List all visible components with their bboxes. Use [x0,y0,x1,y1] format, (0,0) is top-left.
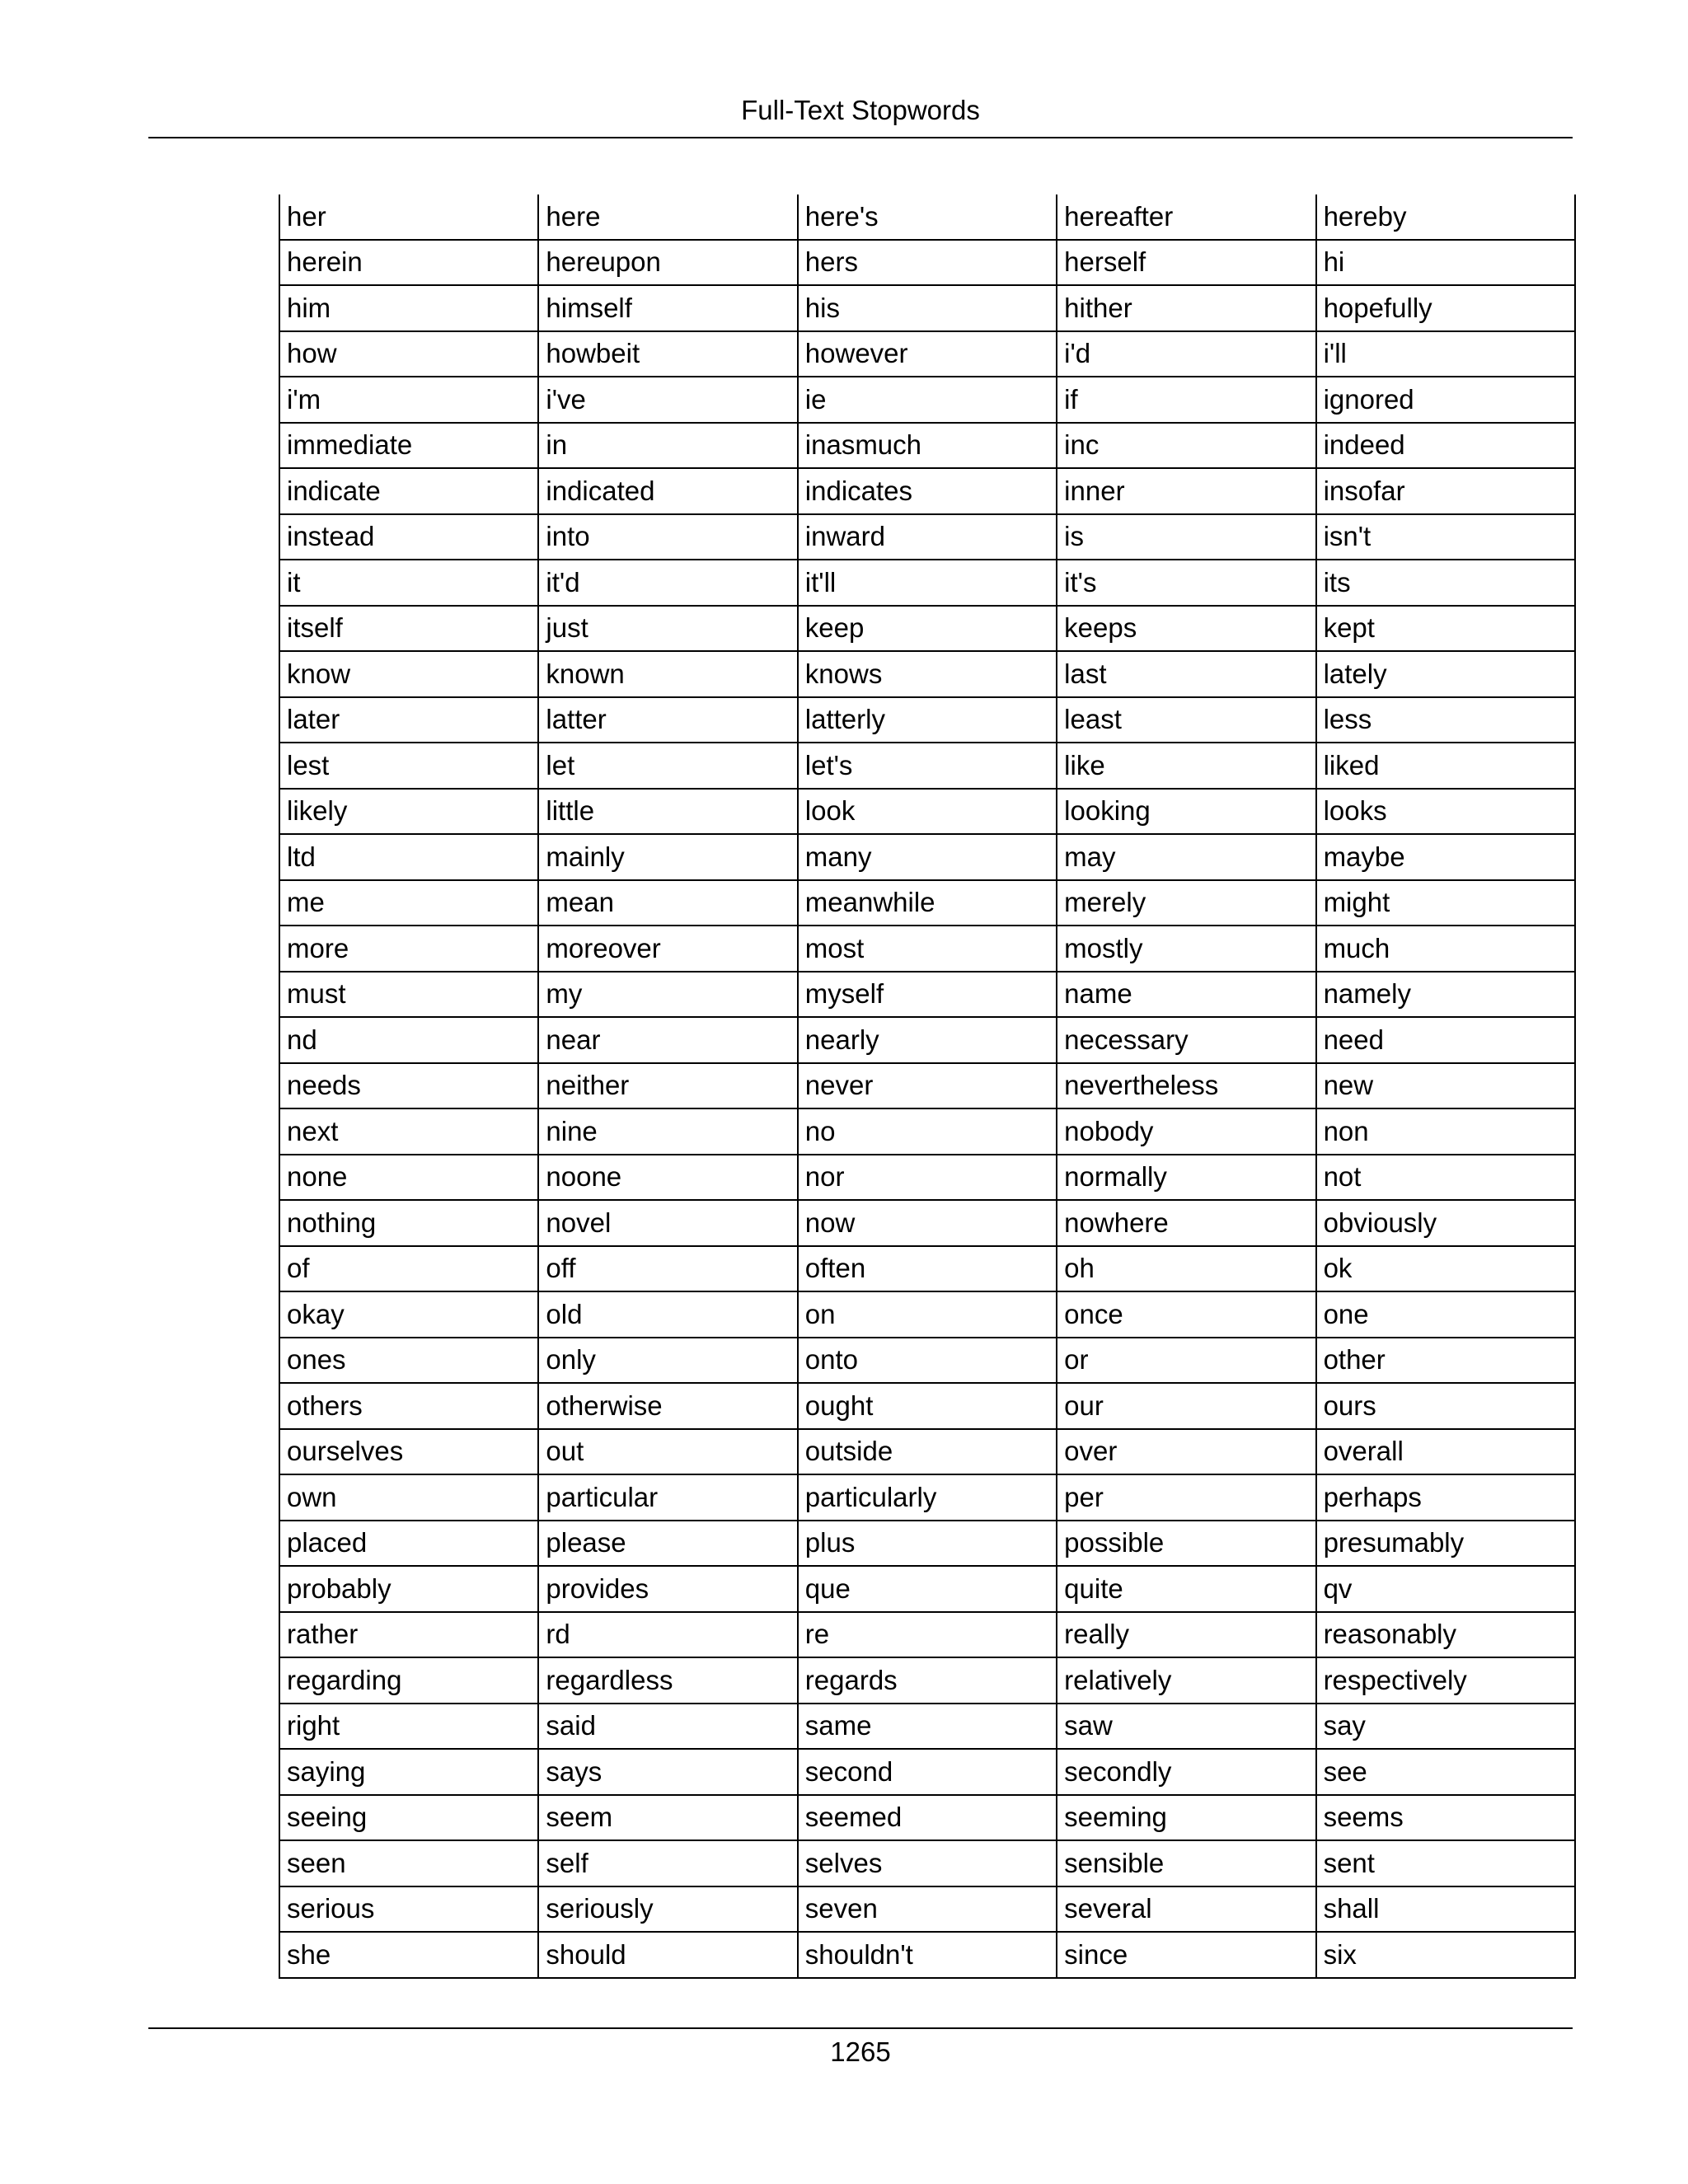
table-cell: kept [1316,606,1575,652]
table-cell: since [1057,1932,1315,1978]
table-cell: indeed [1316,423,1575,469]
table-cell: see [1316,1749,1575,1795]
table-cell: old [538,1291,797,1338]
table-cell: must [279,972,538,1018]
table-cell: or [1057,1338,1315,1384]
table-cell: nd [279,1017,538,1063]
table-cell: him [279,285,538,331]
table-cell: keeps [1057,606,1315,652]
table-row [279,789,1575,835]
table-cell: relatively [1057,1657,1315,1704]
table-cell: over [1057,1429,1315,1475]
table-cell: hereafter [1057,194,1315,240]
table-cell: off [538,1246,797,1292]
table-cell: near [538,1017,797,1063]
table-cell: secondly [1057,1749,1315,1795]
table-cell: she [279,1932,538,1978]
table-cell: himself [538,285,797,331]
table-row [279,240,1575,286]
table-row [279,743,1575,789]
table-cell: its [1316,560,1575,606]
table-cell: one [1316,1291,1575,1338]
table-cell: quite [1057,1566,1315,1612]
table-cell: i'd [1057,331,1315,377]
table-row [279,423,1575,469]
table-cell: nevertheless [1057,1063,1315,1109]
table-cell: moreover [538,926,797,972]
table-cell: name [1057,972,1315,1018]
table-cell: known [538,651,797,697]
table-cell: otherwise [538,1383,797,1429]
table-cell: ie [798,377,1057,423]
table-row [279,1886,1575,1933]
page-number: 1265 [830,2036,891,2067]
table-cell: later [279,697,538,743]
table-cell: her [279,194,538,240]
page-footer [148,2027,1573,2070]
table-cell: just [538,606,797,652]
table-cell: his [798,285,1057,331]
table-cell: please [538,1521,797,1567]
table-cell: six [1316,1932,1575,1978]
table-cell: shouldn't [798,1932,1057,1978]
table-row [279,1612,1575,1658]
table-cell: seriously [538,1886,797,1933]
table-cell: oh [1057,1246,1315,1292]
table-row [279,1429,1575,1475]
table-row [279,1657,1575,1704]
table-cell: i'm [279,377,538,423]
table-row [279,1704,1575,1750]
table-cell: likely [279,789,538,835]
table-cell: ourselves [279,1429,538,1475]
table-cell: immediate [279,423,538,469]
table-cell: let [538,743,797,789]
table-row [279,331,1575,377]
table-cell: shall [1316,1886,1575,1933]
table-row [279,1291,1575,1338]
table-cell: none [279,1155,538,1201]
table-cell: hi [1316,240,1575,286]
table-cell: serious [279,1886,538,1933]
table-row [279,1155,1575,1201]
table-cell: seemed [798,1795,1057,1841]
table-cell: other [1316,1338,1575,1384]
table-cell: per [1057,1474,1315,1521]
table-cell: out [538,1429,797,1475]
table-row [279,1840,1575,1886]
table-cell: rather [279,1612,538,1658]
table-cell: how [279,331,538,377]
table-cell: ought [798,1383,1057,1429]
table-row [279,1932,1575,1978]
table-row [279,651,1575,697]
table-cell: merely [1057,880,1315,926]
table-cell: into [538,514,797,560]
table-row [279,1200,1575,1246]
table-row [279,880,1575,926]
table-cell: nowhere [1057,1200,1315,1246]
table-cell: my [538,972,797,1018]
table-cell: looks [1316,789,1575,835]
table-cell: hither [1057,285,1315,331]
table-cell: ours [1316,1383,1575,1429]
table-cell: several [1057,1886,1315,1933]
table-cell: same [798,1704,1057,1750]
table-cell: hers [798,240,1057,286]
table-cell: here's [798,194,1057,240]
table-cell: novel [538,1200,797,1246]
table-row [279,1063,1575,1109]
table-row [279,697,1575,743]
table-cell: it'd [538,560,797,606]
table-cell: here [538,194,797,240]
table-cell: probably [279,1566,538,1612]
table-cell: hopefully [1316,285,1575,331]
table-row [279,1108,1575,1155]
table-row [279,1338,1575,1384]
table-cell: particularly [798,1474,1057,1521]
table-cell: nothing [279,1200,538,1246]
table-cell: regards [798,1657,1057,1704]
table-cell: myself [798,972,1057,1018]
table-cell: plus [798,1521,1057,1567]
table-cell: might [1316,880,1575,926]
table-cell: of [279,1246,538,1292]
table-cell: said [538,1704,797,1750]
page-header [148,92,1573,138]
table-cell: meanwhile [798,880,1057,926]
table-cell: indicates [798,468,1057,514]
table-cell: ok [1316,1246,1575,1292]
table-cell: howbeit [538,331,797,377]
table-cell: nor [798,1155,1057,1201]
table-row [279,1383,1575,1429]
table-cell: itself [279,606,538,652]
table-cell: however [798,331,1057,377]
table-cell: inc [1057,423,1315,469]
table-cell: overall [1316,1429,1575,1475]
table-cell: rd [538,1612,797,1658]
table-row [279,1474,1575,1521]
table-cell: many [798,834,1057,880]
table-cell: really [1057,1612,1315,1658]
table-cell: if [1057,377,1315,423]
table-cell: mean [538,880,797,926]
table-cell: presumably [1316,1521,1575,1567]
table-cell: seen [279,1840,538,1886]
table-cell: now [798,1200,1057,1246]
table-row [279,514,1575,560]
table-cell: only [538,1338,797,1384]
stopwords-table-body [279,194,1575,1978]
table-cell: last [1057,651,1315,697]
table-cell: insofar [1316,468,1575,514]
table-cell: second [798,1749,1057,1795]
table-cell: often [798,1246,1057,1292]
table-cell: particular [538,1474,797,1521]
table-cell: not [1316,1155,1575,1201]
table-cell: normally [1057,1155,1315,1201]
table-cell: lest [279,743,538,789]
table-cell: ones [279,1338,538,1384]
table-cell: hereupon [538,240,797,286]
table-cell: respectively [1316,1657,1575,1704]
table-cell: lately [1316,651,1575,697]
table-cell: mostly [1057,926,1315,972]
table-cell: in [538,423,797,469]
table-cell: next [279,1108,538,1155]
table-cell: mainly [538,834,797,880]
stopwords-table [279,194,1576,1979]
table-row [279,377,1575,423]
table-cell: seven [798,1886,1057,1933]
table-cell: much [1316,926,1575,972]
table-cell: least [1057,697,1315,743]
table-cell: may [1057,834,1315,880]
table-cell: hereby [1316,194,1575,240]
table-cell: regarding [279,1657,538,1704]
table-cell: less [1316,697,1575,743]
table-cell: latterly [798,697,1057,743]
table-row [279,560,1575,606]
table-cell: i'll [1316,331,1575,377]
table-cell: indicated [538,468,797,514]
table-cell: nearly [798,1017,1057,1063]
table-cell: should [538,1932,797,1978]
table-cell: regardless [538,1657,797,1704]
table-cell: on [798,1291,1057,1338]
table-row [279,468,1575,514]
table-cell: is [1057,514,1315,560]
table-cell: okay [279,1291,538,1338]
table-cell: sensible [1057,1840,1315,1886]
table-cell: placed [279,1521,538,1567]
table-cell: i've [538,377,797,423]
table-cell: it [279,560,538,606]
table-cell: knows [798,651,1057,697]
table-row [279,972,1575,1018]
table-cell: que [798,1566,1057,1612]
table-cell: me [279,880,538,926]
table-cell: let's [798,743,1057,789]
table-cell: nobody [1057,1108,1315,1155]
table-cell: most [798,926,1057,972]
table-cell: outside [798,1429,1057,1475]
table-cell: selves [798,1840,1057,1886]
table-cell: need [1316,1017,1575,1063]
table-cell: it'll [798,560,1057,606]
table-cell: inasmuch [798,423,1057,469]
table-cell: say [1316,1704,1575,1750]
table-cell: onto [798,1338,1057,1384]
table-cell: perhaps [1316,1474,1575,1521]
table-cell: maybe [1316,834,1575,880]
table-cell: non [1316,1108,1575,1155]
table-cell: ignored [1316,377,1575,423]
table-cell: liked [1316,743,1575,789]
table-cell: possible [1057,1521,1315,1567]
table-cell: know [279,651,538,697]
table-row [279,1521,1575,1567]
table-cell: latter [538,697,797,743]
table-cell: no [798,1108,1057,1155]
table-row [279,1017,1575,1063]
table-row [279,1246,1575,1292]
table-cell: self [538,1840,797,1886]
table-row [279,926,1575,972]
stopwords-table-container [279,194,1576,1979]
table-cell: herself [1057,240,1315,286]
table-cell: noone [538,1155,797,1201]
table-cell: neither [538,1063,797,1109]
table-cell: re [798,1612,1057,1658]
table-cell: seem [538,1795,797,1841]
table-cell: needs [279,1063,538,1109]
table-row [279,194,1575,240]
table-cell: keep [798,606,1057,652]
table-row [279,1795,1575,1841]
table-cell: more [279,926,538,972]
table-cell: inward [798,514,1057,560]
table-cell: seeing [279,1795,538,1841]
table-cell: says [538,1749,797,1795]
table-cell: sent [1316,1840,1575,1886]
table-cell: qv [1316,1566,1575,1612]
table-row [279,1566,1575,1612]
table-row [279,1749,1575,1795]
page-title: Full-Text Stopwords [741,95,980,125]
table-cell: saying [279,1749,538,1795]
table-cell: instead [279,514,538,560]
table-cell: nine [538,1108,797,1155]
table-cell: ltd [279,834,538,880]
table-cell: it's [1057,560,1315,606]
table-cell: obviously [1316,1200,1575,1246]
table-cell: new [1316,1063,1575,1109]
table-cell: namely [1316,972,1575,1018]
table-cell: our [1057,1383,1315,1429]
table-cell: others [279,1383,538,1429]
table-cell: never [798,1063,1057,1109]
table-cell: provides [538,1566,797,1612]
table-cell: right [279,1704,538,1750]
table-cell: isn't [1316,514,1575,560]
table-cell: seems [1316,1795,1575,1841]
table-cell: look [798,789,1057,835]
table-cell: like [1057,743,1315,789]
table-cell: herein [279,240,538,286]
table-row [279,606,1575,652]
table-cell: seeming [1057,1795,1315,1841]
table-cell: own [279,1474,538,1521]
table-cell: little [538,789,797,835]
table-cell: inner [1057,468,1315,514]
table-cell: reasonably [1316,1612,1575,1658]
table-cell: once [1057,1291,1315,1338]
table-row [279,285,1575,331]
table-cell: saw [1057,1704,1315,1750]
table-row [279,834,1575,880]
table-cell: necessary [1057,1017,1315,1063]
table-cell: indicate [279,468,538,514]
table-cell: looking [1057,789,1315,835]
